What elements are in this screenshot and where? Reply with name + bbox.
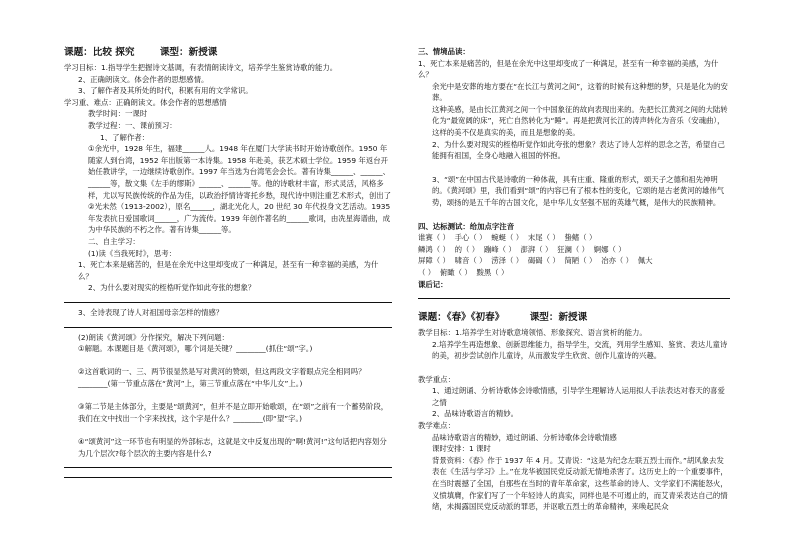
question-1: 1、死亡本来是痛苦的，但是在余光中这里却变成了一种满足，甚至有一种幸福的美感，为什么？ (78, 260, 379, 281)
l2-goal-1: 教学目标：1.培养学生对诗歌意境领悟、形象探究、语言赏析的能力。 (418, 328, 647, 338)
l2-goal-2: 2.培养学生再造想象、创新思维能力，指导学生，交流，列用学生感知、鉴赏、表达儿童诗的美，初步尝试创作儿童诗，从而激发学生欣赏、创作儿童诗的兴趣。 (432, 339, 728, 361)
l2-difficulty: 品味诗歌语言的精妙，通过朗诵、分析诗歌体会诗歌情感 (432, 432, 617, 442)
pinyin-item[interactable]: 的（ ） (454, 244, 480, 254)
pinyin-item[interactable]: 狂澜（ ） (557, 244, 590, 254)
pinyin-row-2 (418, 244, 730, 256)
pinyin-item[interactable]: 谁赛（ ） (418, 233, 450, 243)
explore-q4: ④“颂黄河”这一环节也有明显的外部标志，这就是文中反复出现的“啊!黄河!”这句话把内容划分为几个层次?每个层次的主要内容是什么? (78, 437, 387, 458)
pinyin-row-3 (418, 255, 730, 267)
left-column (64, 46, 392, 482)
section4-title: 四、达标测试：给加点字注音 (418, 221, 515, 231)
pinyin-item[interactable]: （ ） (418, 267, 436, 277)
read-poem-1: (1)读《当我死时》，思考： (88, 248, 177, 258)
lesson2-topic: 课题：《春》《初春》 (418, 312, 505, 324)
right-column (418, 46, 730, 513)
lesson-topic: 课题：比较 探究 (64, 47, 135, 58)
section3-title: 三、情境品读： (418, 47, 470, 56)
l2-background: 背景资料：《春》作于 1937 年 4 月。艾青说：“这是为纪念左联五烈士而作。”胡风象去发表在《生活与学习》上。”在龙华被国民党反动派无情地杀害了。这历史上的一个重要事件，在当时震撼了全国，自那些在当时的青年革命家，这些革命的诗人、文学家们不满能怒火，义愤填膺，作家们写了一个年轻诗人的真实，同样也是不可遏止的，而艾青采表达自己的情绪，未揭露国民党反动派的罪恶，并讴歌五烈士的革命精神，来唤起民众 (432, 455, 728, 512)
pinyin-row-1 (418, 232, 730, 244)
answer-line-q4a[interactable] (64, 462, 392, 468)
notes-line[interactable] (418, 293, 730, 299)
l2-key-2: 2、品味诗歌语言的精妙。 (432, 409, 519, 419)
notes-label: 课后记： (418, 279, 448, 289)
pinyin-item[interactable]: 黢黑（ ） (476, 267, 509, 277)
lesson-type: 课型：新授课 (159, 47, 218, 58)
author-yu-guangzhong: ①余光中，1928 年生，福建______人。1948 年在厦门大学读书时开始诗歌创作。1950 年随家人到台湾，1952 年出版第一本诗集。1958 年赴美，获艺术硕士学位。1959 年返台开始任教讲学，一边继续诗歌创作。1997 年当选为台湾笔会会长。著有诗集______、______、______等，散文集《左手的缪斯》______、______等。他的诗歌材丰富，形式灵活，风格多样，尤以写民族传统的作品为佳，以政治抒情诗寄托乡愁，现代诗中则注重艺术形式，创出了 (88, 144, 392, 200)
key-points: 学习重、难点：正确朗读文。体会作者的思想感情 (64, 97, 227, 107)
lesson-title-row (64, 46, 392, 59)
self-study-heading: 二、自主学习： (88, 237, 140, 247)
l2-key-heading: 教学重点： (418, 374, 455, 384)
answer-line-q3[interactable] (64, 322, 392, 328)
answer-line-q2[interactable] (64, 297, 392, 303)
question-3: 3、全诗表现了诗人对祖国母亲怎样的情感？ (78, 307, 224, 317)
pinyin-item[interactable]: 屏障（ ） (418, 256, 450, 266)
question-2: 2、为什么要对现实的桎梏听觉作如此夸张的想象？ (88, 283, 256, 293)
pinyin-item[interactable]: 冶亦（ ） (601, 256, 634, 266)
lesson2-type: 课型：新授课 (529, 312, 588, 324)
s3-answer-2: 2、为什么要对现实的桎梏听觉作如此夸张的想象？表达了诗人怎样的思念之苦，希望自己能拥有祖国，全身心地融入祖国的怀抱。 (432, 139, 725, 161)
read-poem-2: (2)朗读《黄河颂》分作探究，解决下列问题： (78, 332, 229, 342)
pinyin-item[interactable]: 涝泽（ ） (491, 256, 524, 266)
pinyin-item[interactable]: 末尾（ ） (527, 233, 560, 243)
pinyin-item[interactable]: 俯瞰（ ） (439, 267, 472, 277)
goal-line-2: 2、正确朗读文。体会作者的思想感情。 (78, 74, 209, 84)
s3-answer-1b: 余光中是安葬的地方要在“在长江与黄河之间”，这着的时候有这种想的梦，只是是化为的安葬。 (432, 81, 728, 103)
explore-q3: ③第二节是主体部分，主要是“颂黄河”，但并不是立即开始歌颂，在“颂”之前有一个蓄势阶段，我们在文中找出一个字来找找，这个字是什么？________(即“望”字。) (78, 402, 389, 423)
know-author: 1、了解作者： (100, 132, 150, 142)
answer-line-q4b[interactable] (64, 472, 392, 478)
pinyin-item[interactable]: 简陋（ ） (564, 256, 597, 266)
l2-difficulty-heading: 教学难点： (418, 420, 455, 430)
explore-q1: ①解题。本课题目是《黄河颂》，哪个词是关键？________(抓住“颂”字。) (78, 344, 313, 354)
pinyin-item[interactable]: 澎湃（ ） (520, 244, 553, 254)
teaching-process: 教学过程：一、课前预习： (88, 120, 177, 130)
teaching-time: 教学时间：一课时 (88, 109, 148, 119)
goal-line-1: 学习目标：1.指导学生把握诗文基调，有表情朗读诗文，培养学生鉴赏诗歌的能力。 (64, 63, 338, 72)
pinyin-item[interactable]: 婀娜（ ） (593, 244, 626, 254)
explore-q2: ②这首歌词的一、三、两节很显然是写对黄河的赞颂，但这两段文字着眼点完全相同吗？________(第一节重点落在“黄河”上，第三节重点落在“中华儿女”上。) (78, 367, 366, 388)
s3-answer-1c: 这种美感，是由长江黄河之间一个中国象征的故向表现出来的。先把长江黄河之间的大陆转化为“最宽阔的床”，死亡自然转化为“睡”。再是把黄河长江的涛声转化为音乐（安魂曲），这样的美不仅是真实的美，而且是想象的美。 (432, 104, 728, 137)
l2-key-1: 1、通过朗诵、分析诗歌体会诗歌情感，引导学生理解诗人运用拟人手法表达对春天的喜爱之情 (432, 386, 725, 407)
pinyin-item[interactable]: 鳞鸿（ ） (418, 244, 450, 254)
author-guang-weiran: ②光未然（1913-2002），原名______，湖北光化人，20 世纪 30 年代投身文艺活动。1935 年发表抗日爱国歌词______，广为流传。1939 年创作著名的______歌词，由冼星海谱曲，成为中华民族的不朽之作。著有诗集______等。 (88, 202, 391, 235)
pinyin-row-4 (418, 267, 730, 279)
pinyin-item[interactable]: 手心（ ） (454, 233, 487, 243)
pinyin-item[interactable]: 佩大 (637, 256, 653, 266)
s3-answer-1: 1、死亡本来是痛苦的，但是在余光中这里却变成了一种满足，甚至有一种幸福的美感，为什么？ (418, 58, 719, 80)
pinyin-item[interactable]: 碣碣（ ） (527, 256, 560, 266)
s3-answer-3: 3、“颂”在中国古代是诗歌的一种体裁，具有庄重、隆重的形式，颂天子之德和祖先神明的。《黄河颂》里，我们看到“颂”的内容已有了根本性的变化，它颂的是古老黄河的雄伟气势，颂扬的是五千年的古国文化，是中华儿女坚强不屈的英雄气概，是伟大的民族精神。 (432, 174, 725, 207)
pinyin-item[interactable]: 蹦峰（ ） (483, 244, 516, 254)
l2-hours: 课时安排：1 课时 (432, 444, 491, 454)
pinyin-item[interactable]: 蜿蜒（ ） (491, 233, 524, 243)
pinyin-item[interactable]: 啸音（ ） (454, 256, 487, 266)
lesson2-title-row (418, 311, 730, 324)
goal-line-3: 3、了解作者及其所处的时代，积累有用的文学常识。 (78, 86, 253, 96)
pinyin-item[interactable]: 蛰鳍（ ） (564, 233, 597, 243)
